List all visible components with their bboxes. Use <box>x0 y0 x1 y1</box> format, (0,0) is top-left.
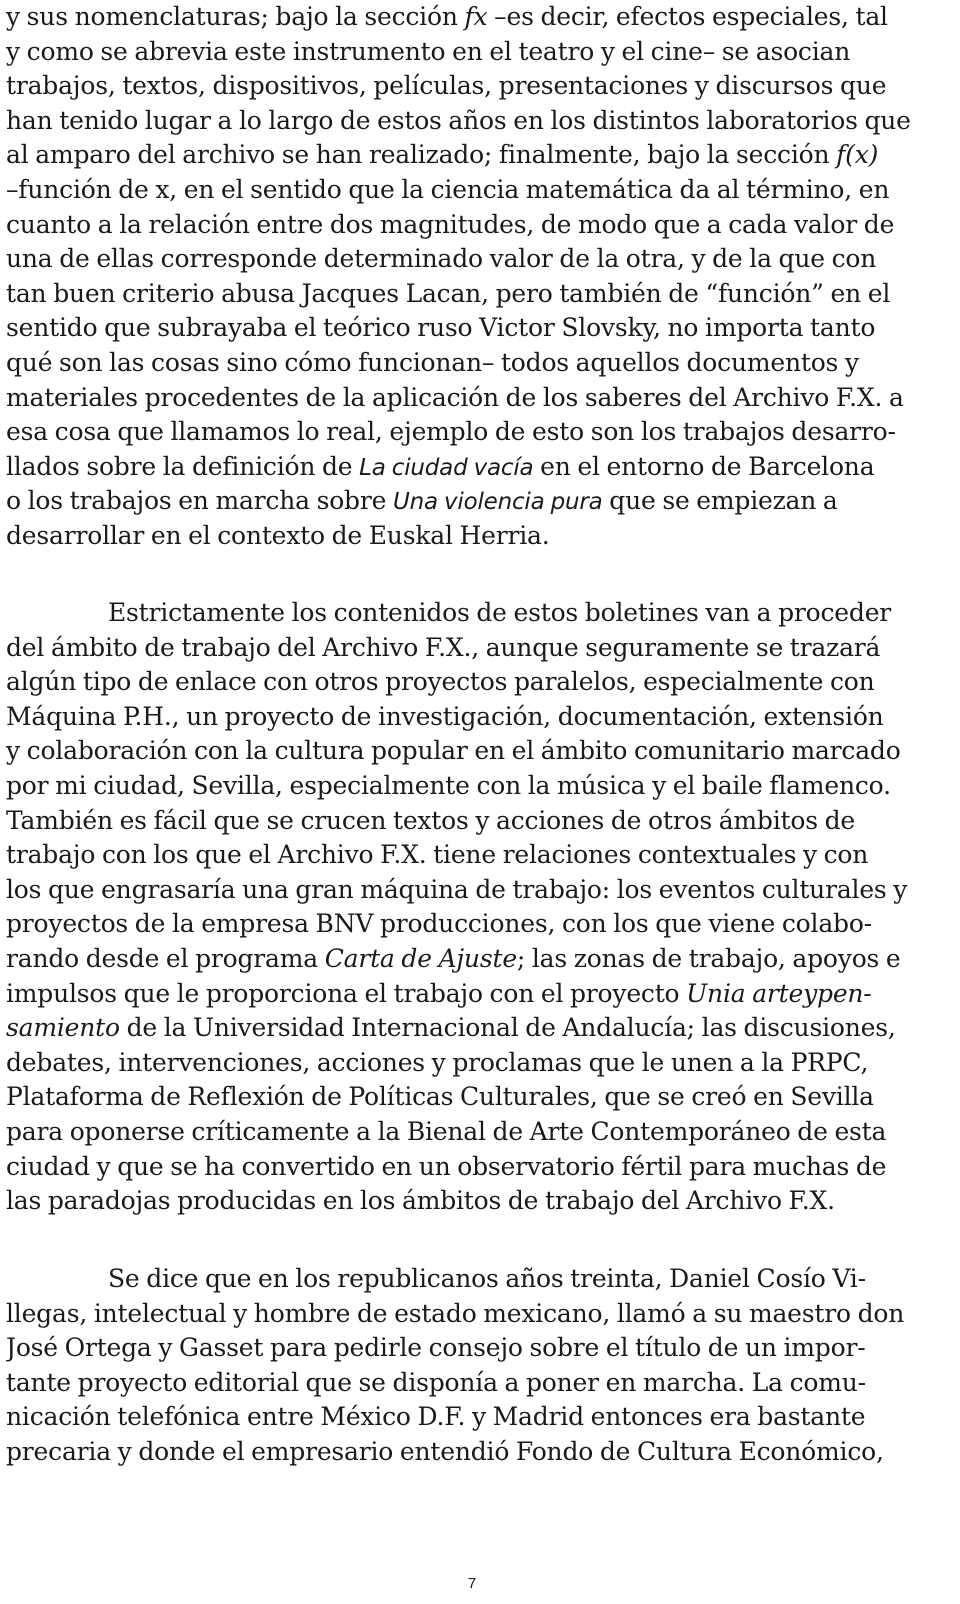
paragraph-line: o los trabajos en marcha sobre Una violencia pura que se empiezan a <box>6 486 838 516</box>
paragraph-line: Plataforma de Reflexión de Políticas Culturales, que se creó en Sevilla <box>6 1082 874 1112</box>
paragraph-line: y colaboración con la cultura popular en el ámbito comunitario marcado <box>6 736 901 766</box>
italic-title-unia-arteypensamiento: Unia arteypen- <box>686 978 872 1008</box>
paragraph-line: ciudad y que se ha convertido en un observatorio fértil para muchas de <box>6 1151 887 1181</box>
paragraph-line: llados sobre la definición de La ciudad vacía en el entorno de Barcelona <box>6 451 875 481</box>
paragraph-line: samiento de la Universidad Internacional de Andalucía; las discusiones, <box>6 1013 896 1043</box>
paragraph-line: algún tipo de enlace con otros proyectos paralelos, especialmente con <box>6 667 875 697</box>
page-number: 7 <box>467 1575 477 1592</box>
paragraph-line: para oponerse críticamente a la Bienal de Arte Contemporáneo de esta <box>6 1116 887 1146</box>
paragraph-line: trabajo con los que el Archivo F.X. tiene relaciones contextuales y con <box>6 840 869 870</box>
italic-title-una-violencia-pura: Una violencia pura <box>392 489 603 516</box>
paragraph-1 <box>6 0 942 554</box>
italic-title-carta-de-ajuste: Carta de Ajuste <box>324 943 517 973</box>
italic-title-unia-arteypensamiento-cont: samiento <box>6 1013 120 1043</box>
paragraph-line: las paradojas producidas en los ámbitos de trabajo del Archivo F.X. <box>6 1186 835 1216</box>
paragraph-line: debates, intervenciones, acciones y proclamas que le unen a la PRPC, <box>6 1047 869 1077</box>
paragraph-line: desarrollar en el contexto de Euskal Herria. <box>6 520 550 550</box>
paragraph-line: proyectos de la empresa BNV producciones, con los que viene colabo- <box>6 909 872 939</box>
paragraph-line: llegas, intelectual y hombre de estado mexicano, llamó a su maestro don <box>6 1298 905 1328</box>
paragraph-line: También es fácil que se crucen textos y acciones de otros ámbitos de <box>6 805 855 835</box>
paragraph-line: materiales procedentes de la aplicación de los saberes del Archivo F.X. a <box>6 382 904 412</box>
italic-title-la-ciudad-vacia: La ciudad vacía <box>359 454 534 481</box>
paragraph-line: Estrictamente los contenidos de estos boletines van a proceder <box>108 598 892 627</box>
paragraph-line: esa cosa que llamamos lo real, ejemplo de esto son los trabajos desarro- <box>6 417 896 447</box>
paragraph-line: rando desde el programa Carta de Ajuste; las zonas de trabajo, apoyos e <box>6 943 901 973</box>
paragraph-line: qué son las cosas sino cómo funcionan– todos aquellos documentos y <box>6 347 859 377</box>
paragraph-line: Se dice que en los republicanos años treinta, Daniel Cosío Vi- <box>108 1264 866 1293</box>
italic-term-fx: fx <box>464 2 488 31</box>
paragraph-2 <box>6 596 942 1219</box>
paragraph-line: y sus nomenclaturas; bajo la sección fx –es decir, efectos especiales, tal <box>6 2 888 31</box>
paragraph-line: del ámbito de trabajo del Archivo F.X., aunque seguramente se trazará <box>6 632 881 662</box>
paragraph-line: sentido que subrayaba el teórico ruso Victor Slovsky, no importa tanto <box>6 313 876 343</box>
paragraph-line: Máquina P.H., un proyecto de investigación, documentación, extensión <box>6 701 884 731</box>
paragraph-line: nicación telefónica entre México D.F. y Madrid entonces era bastante <box>6 1402 866 1432</box>
italic-term-fofx: f(x) <box>836 140 879 170</box>
paragraph-line: trabajos, textos, dispositivos, películas, presentaciones y discursos que <box>6 71 887 101</box>
paragraph-line: impulsos que le proporciona el trabajo con el proyecto Unia arteypen- <box>6 978 872 1008</box>
paragraph-line: han tenido lugar a lo largo de estos años en los distintos laboratorios que <box>6 105 911 135</box>
paragraph-line: José Ortega y Gasset para pedirle consejo sobre el título de un impor- <box>6 1333 866 1363</box>
paragraph-line: precaria y donde el empresario entendió Fondo de Cultura Económico, <box>6 1436 884 1466</box>
paragraph-line: tante proyecto editorial que se disponía a poner en marcha. La comu- <box>6 1367 866 1397</box>
paragraph-line: –función de x, en el sentido que la ciencia matemática da al término, en <box>6 174 890 204</box>
paragraph-line: cuanto a la relación entre dos magnitudes, de modo que a cada valor de <box>6 209 895 239</box>
paragraph-line: tan buen criterio abusa Jacques Lacan, pero también de “función” en el <box>6 278 891 308</box>
paragraph-line: por mi ciudad, Sevilla, especialmente con la música y el baile flamenco. <box>6 770 891 800</box>
paragraph-line: los que engrasaría una gran máquina de trabajo: los eventos culturales y <box>6 874 908 904</box>
paragraph-line: una de ellas corresponde determinado valor de la otra, y de la que con <box>6 244 877 274</box>
paragraph-3 <box>6 1262 942 1470</box>
paragraph-line: al amparo del archivo se han realizado; finalmente, bajo la sección f(x) <box>6 140 879 170</box>
paragraph-line: y como se abrevia este instrumento en el teatro y el cine– se asocian <box>6 36 851 66</box>
